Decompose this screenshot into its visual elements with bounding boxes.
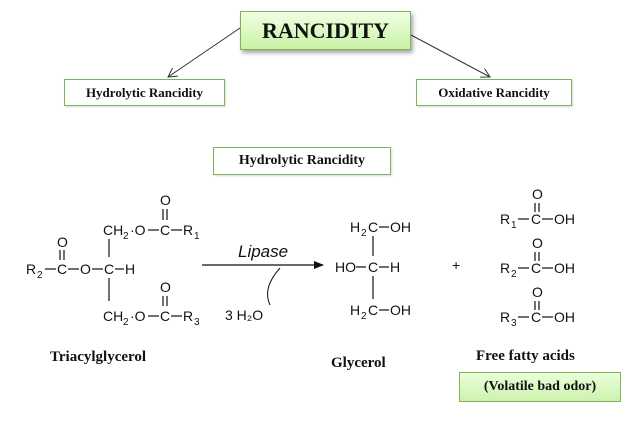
svg-text:3: 3 xyxy=(194,317,200,328)
svg-text:2: 2 xyxy=(511,269,517,280)
svg-text:C: C xyxy=(160,222,171,238)
svg-text:OH: OH xyxy=(554,260,575,276)
section-title-text: Hydrolytic Rancidity xyxy=(238,153,366,168)
svg-text:R: R xyxy=(26,261,37,277)
svg-text:2: 2 xyxy=(361,311,367,322)
svg-text:CH: CH xyxy=(103,308,124,324)
title-text: RANCIDITY xyxy=(261,17,390,43)
svg-text:O: O xyxy=(532,284,543,300)
reaction-arrow-group xyxy=(202,242,323,323)
volatile-odor-label: (Volatile bad odor) xyxy=(483,379,597,394)
svg-text:·O: ·O xyxy=(130,222,146,238)
connector-arrow-left xyxy=(168,28,240,77)
free-fatty-acids-caption: Free fatty acids xyxy=(476,348,575,364)
svg-text:H: H xyxy=(350,219,361,235)
svg-text:3: 3 xyxy=(511,318,517,329)
volatile-odor-box xyxy=(459,372,621,402)
triacylglycerol-caption: Triacylglycerol xyxy=(50,349,147,365)
svg-text:OH: OH xyxy=(554,211,575,227)
svg-text:2: 2 xyxy=(37,270,43,281)
svg-text:R: R xyxy=(183,222,194,238)
svg-text:OH: OH xyxy=(554,309,575,325)
svg-text:C: C xyxy=(531,211,542,227)
triacylglycerol-structure xyxy=(26,192,200,328)
svg-text:C: C xyxy=(104,261,115,277)
glycerol-caption: Glycerol xyxy=(331,355,386,371)
svg-text:H: H xyxy=(125,261,136,277)
svg-text:C: C xyxy=(368,259,379,275)
svg-text:C: C xyxy=(531,309,542,325)
svg-text:2: 2 xyxy=(123,317,129,328)
svg-text:2: 2 xyxy=(361,228,367,239)
svg-text:OH: OH xyxy=(390,302,411,318)
svg-text:CH: CH xyxy=(103,222,124,238)
svg-text:C: C xyxy=(368,219,379,235)
svg-text:C: C xyxy=(531,260,542,276)
svg-text:C: C xyxy=(57,261,68,277)
water-curve-arrow xyxy=(268,268,280,305)
svg-text:R: R xyxy=(500,211,511,227)
enzyme-label: Lipase xyxy=(238,242,289,261)
svg-text:C: C xyxy=(368,302,379,318)
svg-text:O: O xyxy=(160,192,171,208)
connector-arrow-right xyxy=(411,35,490,77)
svg-text:1: 1 xyxy=(511,220,517,231)
plus-sign: + xyxy=(452,257,461,273)
svg-text:HO: HO xyxy=(335,259,356,275)
svg-text:R: R xyxy=(500,309,511,325)
svg-text:R: R xyxy=(500,260,511,276)
svg-text:O: O xyxy=(80,261,91,277)
water-label: 3 H₂O xyxy=(225,307,264,323)
oxidative-rancidity-label: Oxidative Rancidity xyxy=(438,84,550,100)
svg-text:O: O xyxy=(532,235,543,251)
svg-text:O: O xyxy=(532,186,543,202)
svg-text:2: 2 xyxy=(123,231,129,242)
svg-text:R: R xyxy=(183,308,194,324)
svg-text:1: 1 xyxy=(194,231,200,242)
svg-text:O: O xyxy=(57,234,68,250)
svg-text:H: H xyxy=(390,259,401,275)
fatty-acids-structure xyxy=(500,186,575,329)
svg-text:H: H xyxy=(350,302,361,318)
svg-text:·O: ·O xyxy=(130,308,146,324)
hydrolytic-rancidity-label: Hydrolytic Rancidity xyxy=(85,84,204,100)
svg-text:C: C xyxy=(160,308,171,324)
svg-text:O: O xyxy=(160,279,171,295)
svg-text:OH: OH xyxy=(390,219,411,235)
glycerol-structure xyxy=(335,219,411,322)
